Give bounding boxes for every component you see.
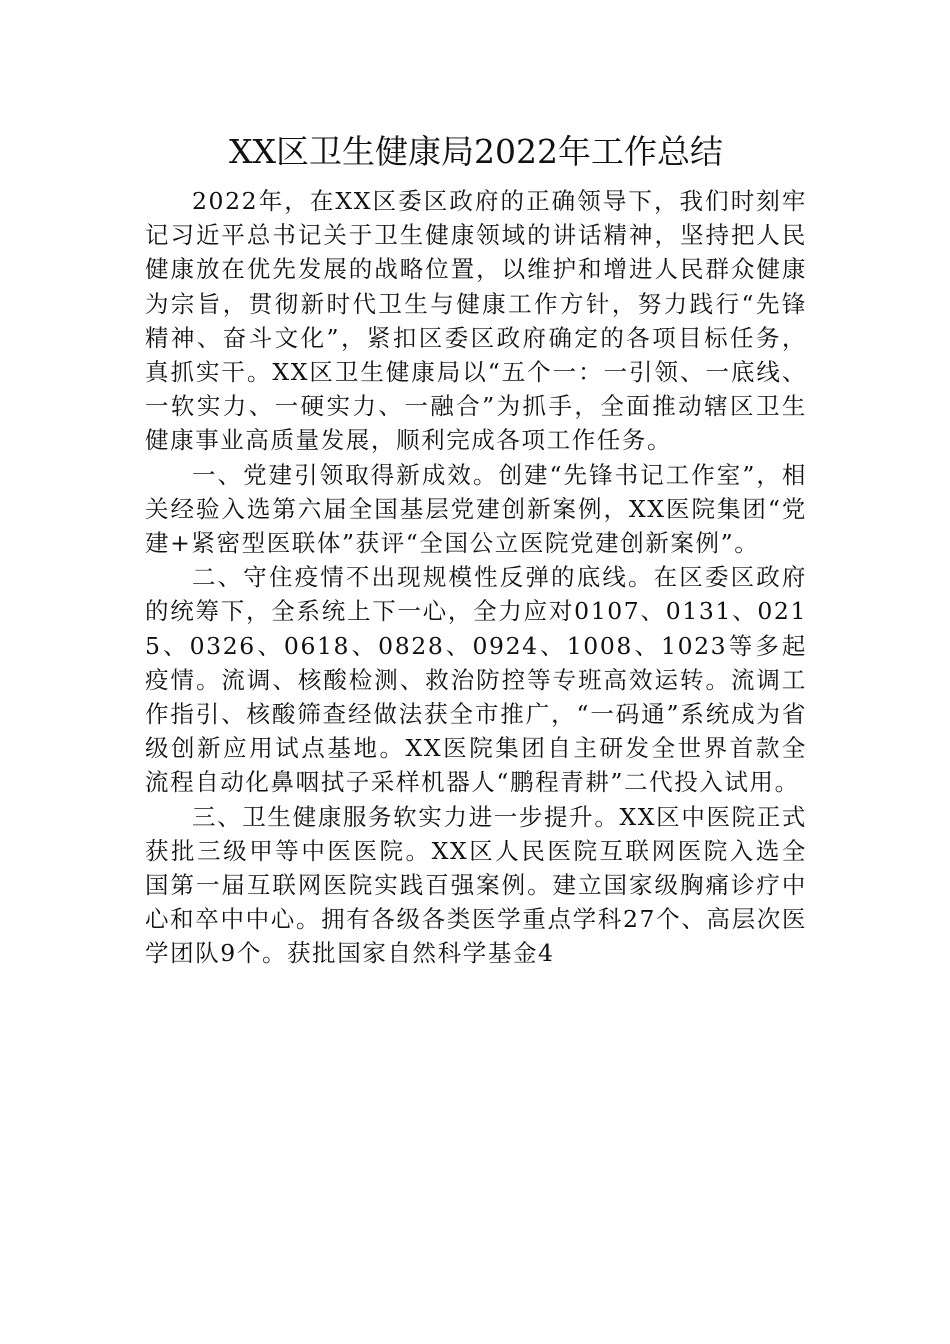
section-2-heading: 二、守住疫情不出现规模性反弹的底线。 bbox=[192, 563, 654, 592]
document-page bbox=[145, 128, 807, 971]
document-title: XX区卫生健康局2022年工作总结 bbox=[229, 132, 723, 171]
section-1-paragraph bbox=[145, 458, 807, 561]
section-2-body: 在区委区政府的统筹下，全系统上下一心，全力应对0107、0131、0215、0326、0618、0828、0924、1008、1023等多起疫情。流调、核酸检测、救治防控等专班高效运转。流调工作指引、核酸筛查经做法获全市推广，“一码通”系统成为省级创新应用试点基地。XX医院集团自主研发全世界首款全流程自动化鼻咽拭子采样机器人“鹏程青耕”二代投入试用。 bbox=[145, 563, 807, 797]
section-2-paragraph bbox=[145, 560, 807, 799]
section-1-heading: 一、党建引领取得新成效。 bbox=[192, 460, 499, 489]
section-3-paragraph bbox=[145, 800, 807, 971]
section-3-body: XX区中医院正式获批三级甲等中医医院。XX区人民医院互联网医院入选全国第一届互联网医院实践百强案例。建立国家级胸痛诊疗中心和卒中中心。拥有各级各类医学重点学科27个、高层次医学团队9个。获批国家自然科学基金4 bbox=[145, 802, 807, 968]
section-1-body: 创建“先锋书记工作室”，相关经验入选第六届全国基层党建创新案例，XX医院集团“党建+紧密型医联体”获评“全国公立医院党建创新案例”。 bbox=[145, 460, 807, 558]
intro-paragraph: 2022年，在XX区委区政府的正确领导下，我们时刻牢记习近平总书记关于卫生健康领域的讲话精神，坚持把人民健康放在优先发展的战略位置，以维护和增进人民群众健康为宗旨，贯彻新时代卫生与健康工作方针，努力践行“先锋精神、奋斗文化”，紧扣区委区政府确定的各项目标任务，真抓实干。XX区卫生健康局以“五个一：一引领、一底线、一软实力、一硬实力、一融合”为抓手，全面推动辖区卫生健康事业高质量发展，顺利完成各项工作任务。 bbox=[145, 187, 807, 455]
section-3-heading: 三、卫生健康服务软实力进一步提升。 bbox=[192, 802, 620, 831]
